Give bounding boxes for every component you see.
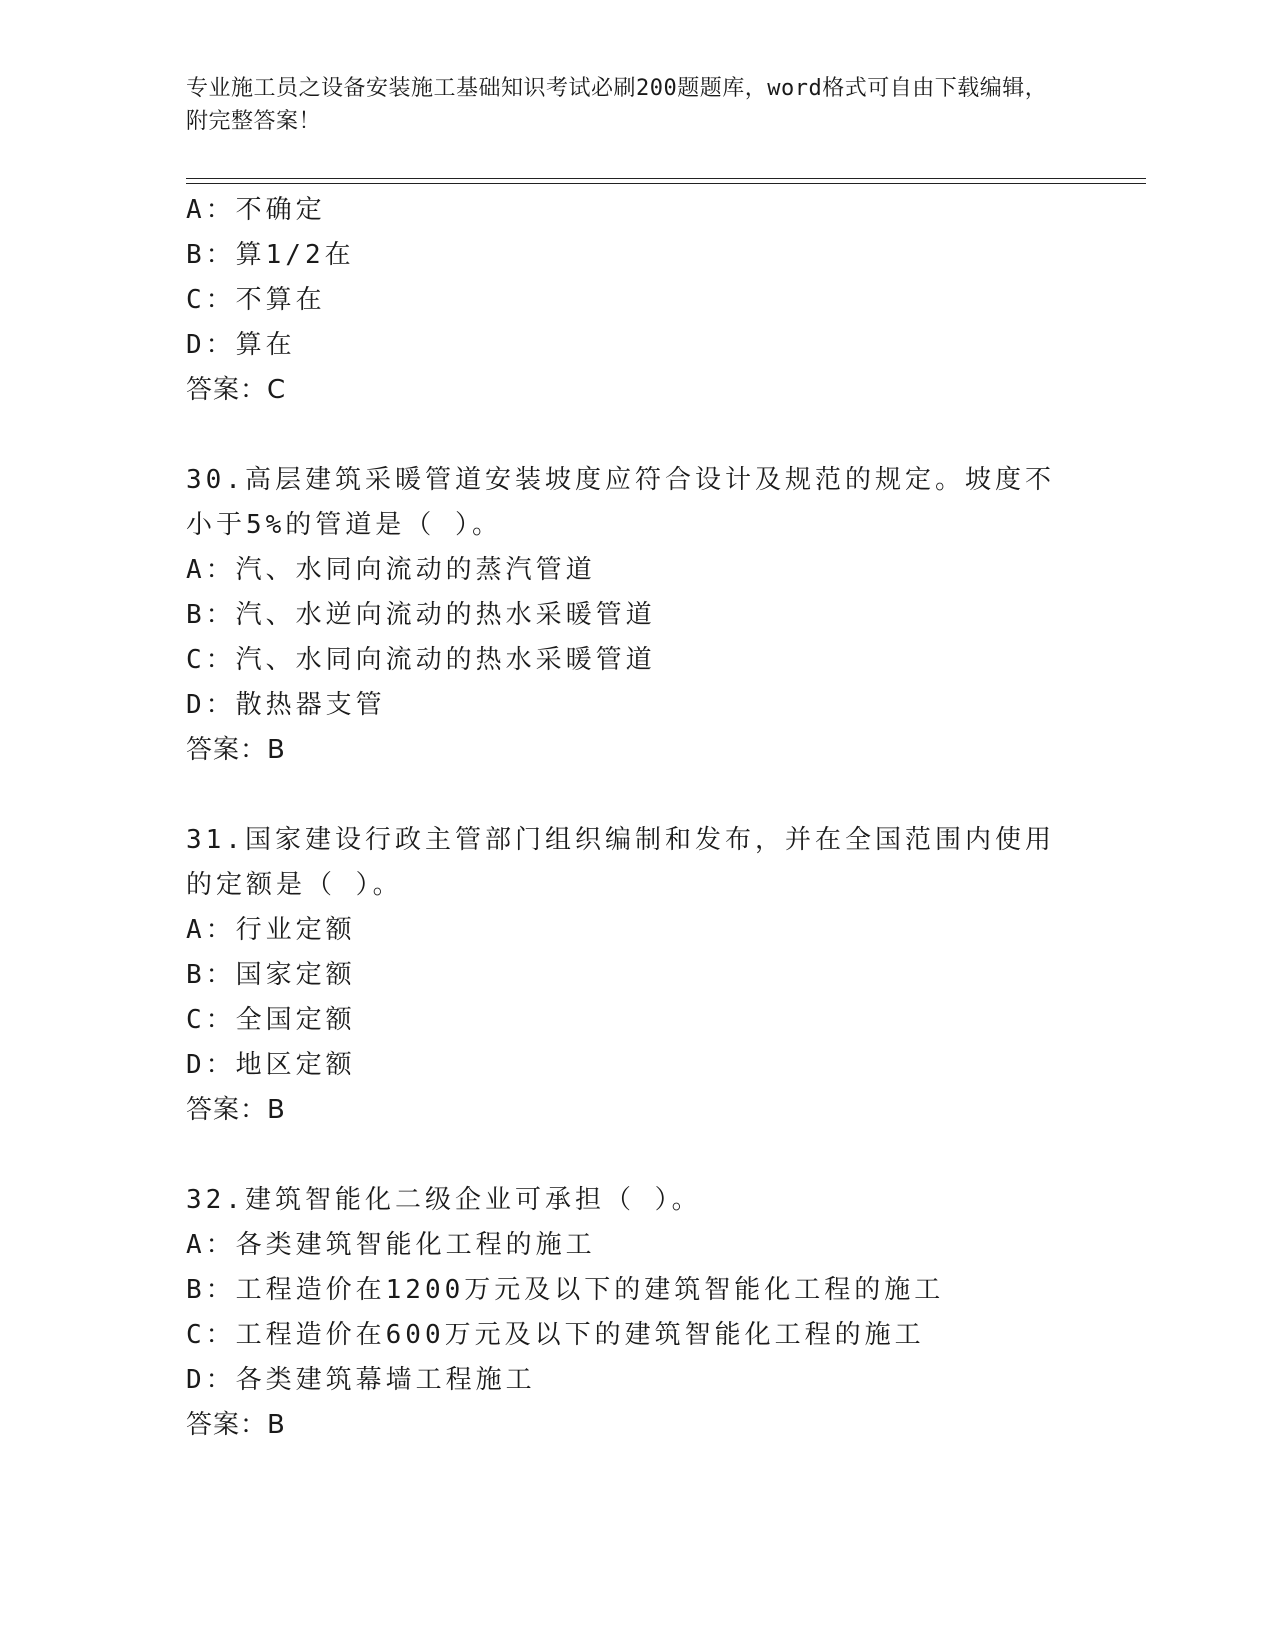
question-31 <box>186 818 1146 1133</box>
spacer <box>186 413 1146 458</box>
option-a: A：汽、水同向流动的蒸汽管道 <box>186 555 596 585</box>
option-b: B：国家定额 <box>186 960 356 990</box>
spacer <box>186 773 1146 818</box>
answer-line: 答案：B <box>186 1095 286 1125</box>
header-divider <box>186 178 1146 184</box>
option-c: C：汽、水同向流动的热水采暖管道 <box>186 645 656 675</box>
question-text: 30.高层建筑采暖管道安装坡度应符合设计及规范的规定。坡度不小于5%的管道是（ ）。 <box>186 465 1055 540</box>
option-d: D：各类建筑幕墙工程施工 <box>186 1365 536 1395</box>
spacer <box>186 1133 1146 1178</box>
option-a: A：不确定 <box>186 195 326 225</box>
answer-line: 答案：B <box>186 1410 286 1440</box>
question-32 <box>186 1178 1146 1448</box>
question-29 <box>186 188 1146 413</box>
document-header-title: 专业施工员之设备安装施工基础知识考试必刷200题题库，word格式可自由下载编辑，附完整答案！ <box>186 76 1048 134</box>
question-30 <box>186 458 1146 773</box>
question-text: 32.建筑智能化二级企业可承担（ ）。 <box>186 1185 702 1215</box>
option-a: A：行业定额 <box>186 915 356 945</box>
option-b: B：工程造价在1200万元及以下的建筑智能化工程的施工 <box>186 1275 945 1305</box>
option-c: C：不算在 <box>186 285 326 315</box>
option-d: D：散热器支管 <box>186 690 386 720</box>
option-a: A：各类建筑智能化工程的施工 <box>186 1230 596 1260</box>
answer-line: 答案：C <box>186 375 287 405</box>
option-c: C：工程造价在600万元及以下的建筑智能化工程的施工 <box>186 1320 925 1350</box>
option-c: C：全国定额 <box>186 1005 356 1035</box>
option-b: B：算1/2在 <box>186 240 355 270</box>
option-d: D：算在 <box>186 330 296 360</box>
option-b: B：汽、水逆向流动的热水采暖管道 <box>186 600 656 630</box>
document-page <box>186 72 1146 1448</box>
option-d: D：地区定额 <box>186 1050 356 1080</box>
answer-line: 答案：B <box>186 735 286 765</box>
question-text: 31.国家建设行政主管部门组织编制和发布，并在全国范围内使用的定额是（ ）。 <box>186 825 1055 900</box>
